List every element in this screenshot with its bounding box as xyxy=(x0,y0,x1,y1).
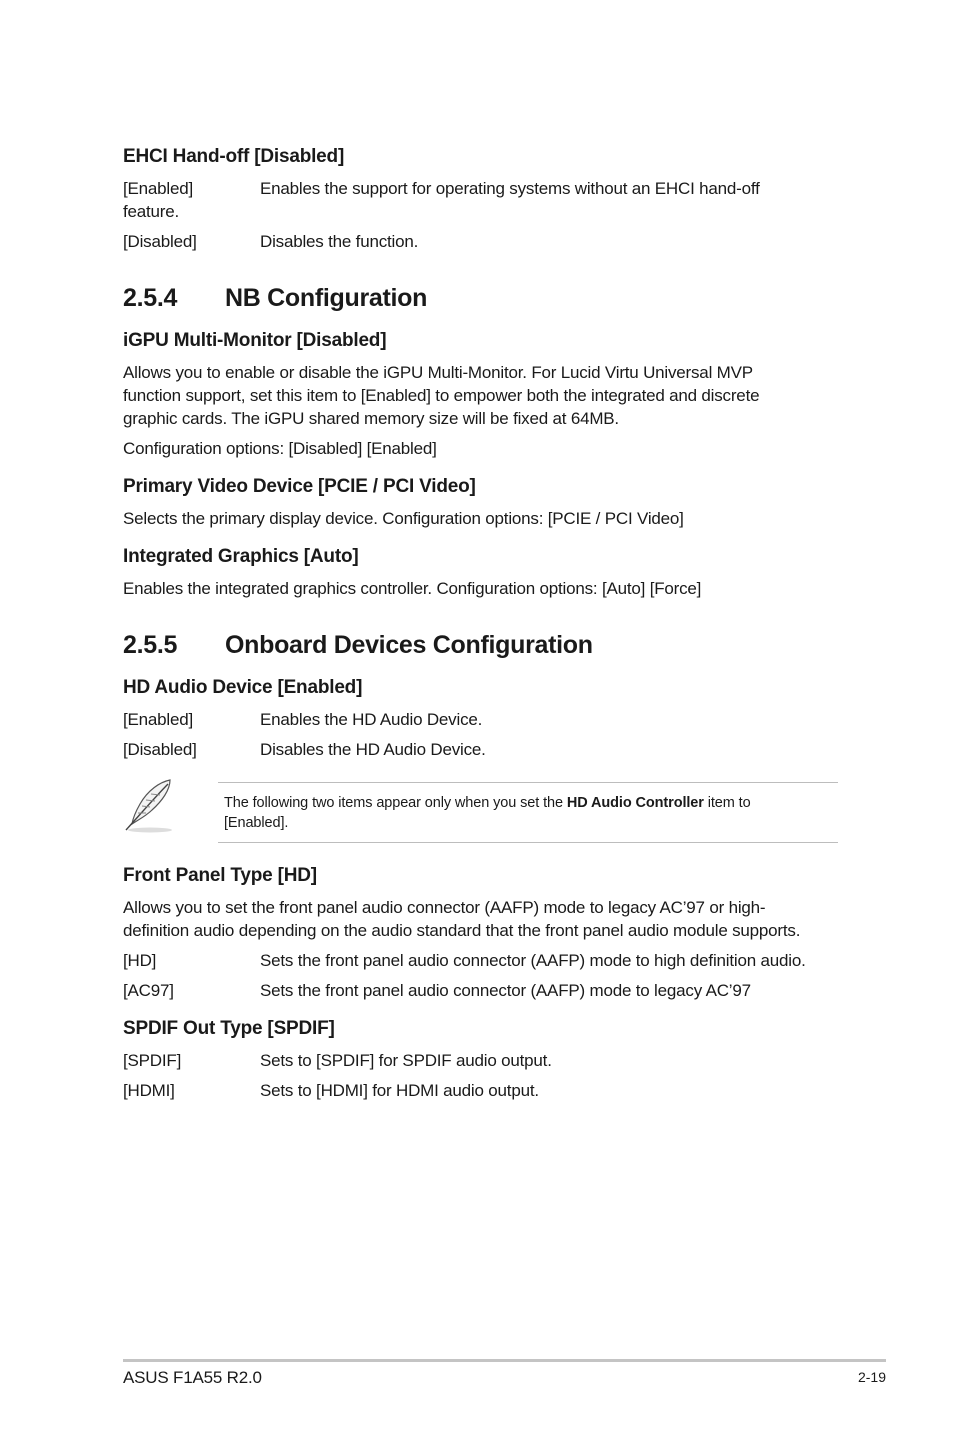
paragraph-line: Allows you to set the front panel audio connector (AAFP) mode to legacy AC’97 or high- xyxy=(123,898,766,917)
ehci-heading: EHCI Hand-off [Disabled] xyxy=(123,146,345,167)
option-value: Enables the support for operating systems without an EHCI hand-off xyxy=(260,179,760,198)
option-value: Sets the front panel audio connector (AAFP) mode to legacy AC’97 xyxy=(260,981,751,1000)
page-number: 2-19 xyxy=(857,1369,886,1385)
option-value: Sets to [SPDIF] for SPDIF audio output. xyxy=(260,1051,552,1070)
option-key: [HDMI] xyxy=(123,1081,175,1100)
hd-audio-heading: HD Audio Device [Enabled] xyxy=(123,677,363,698)
primary-video-heading: Primary Video Device [PCIE / PCI Video] xyxy=(123,476,476,497)
paragraph-line: definition audio depending on the audio standard that the front panel audio module supports. xyxy=(123,921,801,940)
option-key: [Enabled] xyxy=(123,710,194,729)
feather-note-icon xyxy=(120,776,180,836)
note-text-bold: HD Audio Controller xyxy=(566,795,704,811)
note-text-after: item to xyxy=(703,795,751,811)
option-key: [Disabled] xyxy=(123,232,197,251)
paragraph-line: Selects the primary display device. Configuration options: [PCIE / PCI Video] xyxy=(123,509,684,528)
paragraph-line: graphic cards. The iGPU shared memory size will be fixed at 64MB. xyxy=(123,409,619,428)
note-text-before: The following two items appear only when you set the xyxy=(224,795,567,811)
option-key: [Disabled] xyxy=(123,740,197,759)
note-text-line2: [Enabled]. xyxy=(224,815,289,831)
option-key: [HD] xyxy=(123,951,157,970)
footer-rule xyxy=(123,1359,886,1362)
option-value: Sets the front panel audio connector (AAFP) mode to high definition audio. xyxy=(260,951,806,970)
option-value: Disables the HD Audio Device. xyxy=(260,740,486,759)
section-title: NB Configuration xyxy=(225,284,428,312)
note-top-rule xyxy=(218,782,838,783)
option-key: [AC97] xyxy=(123,981,174,1000)
option-value: Sets to [HDMI] for HDMI audio output. xyxy=(260,1081,539,1100)
paragraph-line: Enables the integrated graphics controller. Configuration options: [Auto] [Force] xyxy=(123,579,702,598)
spdif-heading: SPDIF Out Type [SPDIF] xyxy=(123,1018,335,1039)
option-key: [SPDIF] xyxy=(123,1051,182,1070)
section-number: 2.5.5 xyxy=(123,631,178,659)
footer-product: ASUS F1A55 R2.0 xyxy=(123,1368,262,1387)
option-value: Enables the HD Audio Device. xyxy=(260,710,483,729)
option-value: Disables the function. xyxy=(260,232,419,251)
option-continuation: feature. xyxy=(123,202,180,221)
section-number: 2.5.4 xyxy=(123,284,178,312)
section-title: Onboard Devices Configuration xyxy=(225,631,593,659)
note-bottom-rule xyxy=(218,842,838,843)
option-key: [Enabled] xyxy=(123,179,194,198)
paragraph-line: function support, set this item to [Enabled] to empower both the integrated and discrete xyxy=(123,386,760,405)
front-panel-heading: Front Panel Type [HD] xyxy=(123,865,317,886)
paragraph-line: Allows you to enable or disable the iGPU Multi-Monitor. For Lucid Virtu Universal MVP xyxy=(123,363,753,382)
igpu-heading: iGPU Multi-Monitor [Disabled] xyxy=(123,330,387,351)
note-text xyxy=(224,793,834,833)
config-options: Configuration options: [Disabled] [Enabled] xyxy=(123,439,437,458)
integrated-graphics-heading: Integrated Graphics [Auto] xyxy=(123,546,359,567)
